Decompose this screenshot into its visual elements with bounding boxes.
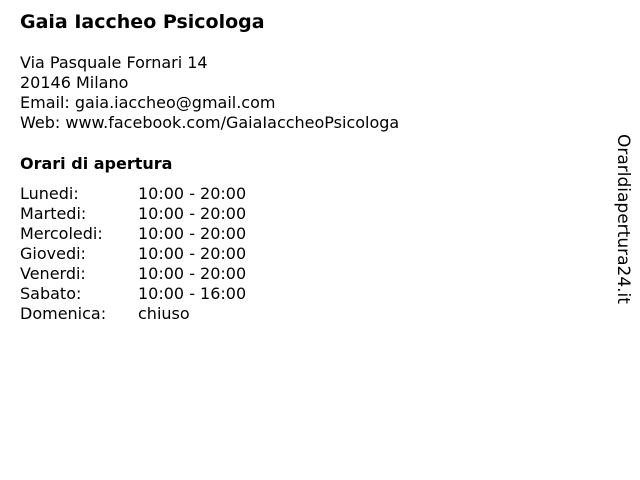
business-card bbox=[20, 10, 600, 324]
hours-row-monday bbox=[20, 184, 600, 204]
hours-row-saturday bbox=[20, 284, 600, 304]
site-brand-vertical: Orarldiapertura24.it bbox=[613, 134, 633, 304]
hours-row-thursday bbox=[20, 244, 600, 264]
website-line: Web: www.facebook.com/GaiaIaccheoPsicologa bbox=[20, 113, 400, 132]
city-postcode: 20146 Milano bbox=[20, 73, 129, 92]
hours-value: chiuso bbox=[138, 304, 190, 323]
day-label: Sabato: bbox=[20, 284, 82, 303]
address-block bbox=[20, 53, 600, 133]
day-label: Venerdi: bbox=[20, 264, 86, 283]
day-label: Giovedi: bbox=[20, 244, 86, 263]
hours-row-wednesday bbox=[20, 224, 600, 244]
day-label: Martedi: bbox=[20, 204, 87, 223]
day-label: Lunedi: bbox=[20, 184, 79, 203]
day-label: Mercoledi: bbox=[20, 224, 103, 243]
day-label: Domenica: bbox=[20, 304, 107, 323]
hours-row-sunday bbox=[20, 304, 600, 324]
hours-value: 10:00 - 20:00 bbox=[138, 184, 247, 203]
hours-value: 10:00 - 20:00 bbox=[138, 264, 247, 283]
opening-hours-table bbox=[20, 184, 600, 324]
email-line: Email: gaia.iaccheo@gmail.com bbox=[20, 93, 276, 112]
hours-row-tuesday bbox=[20, 204, 600, 224]
hours-row-friday bbox=[20, 264, 600, 284]
hours-value: 10:00 - 20:00 bbox=[138, 244, 247, 263]
hours-value: 10:00 - 20:00 bbox=[138, 204, 247, 223]
street-address: Via Pasquale Fornari 14 bbox=[20, 53, 208, 72]
hours-value: 10:00 - 16:00 bbox=[138, 284, 247, 303]
hours-value: 10:00 - 20:00 bbox=[138, 224, 247, 243]
opening-hours-title: Orari di apertura bbox=[20, 154, 173, 173]
business-name: Gaia Iaccheo Psicologa bbox=[20, 11, 265, 33]
